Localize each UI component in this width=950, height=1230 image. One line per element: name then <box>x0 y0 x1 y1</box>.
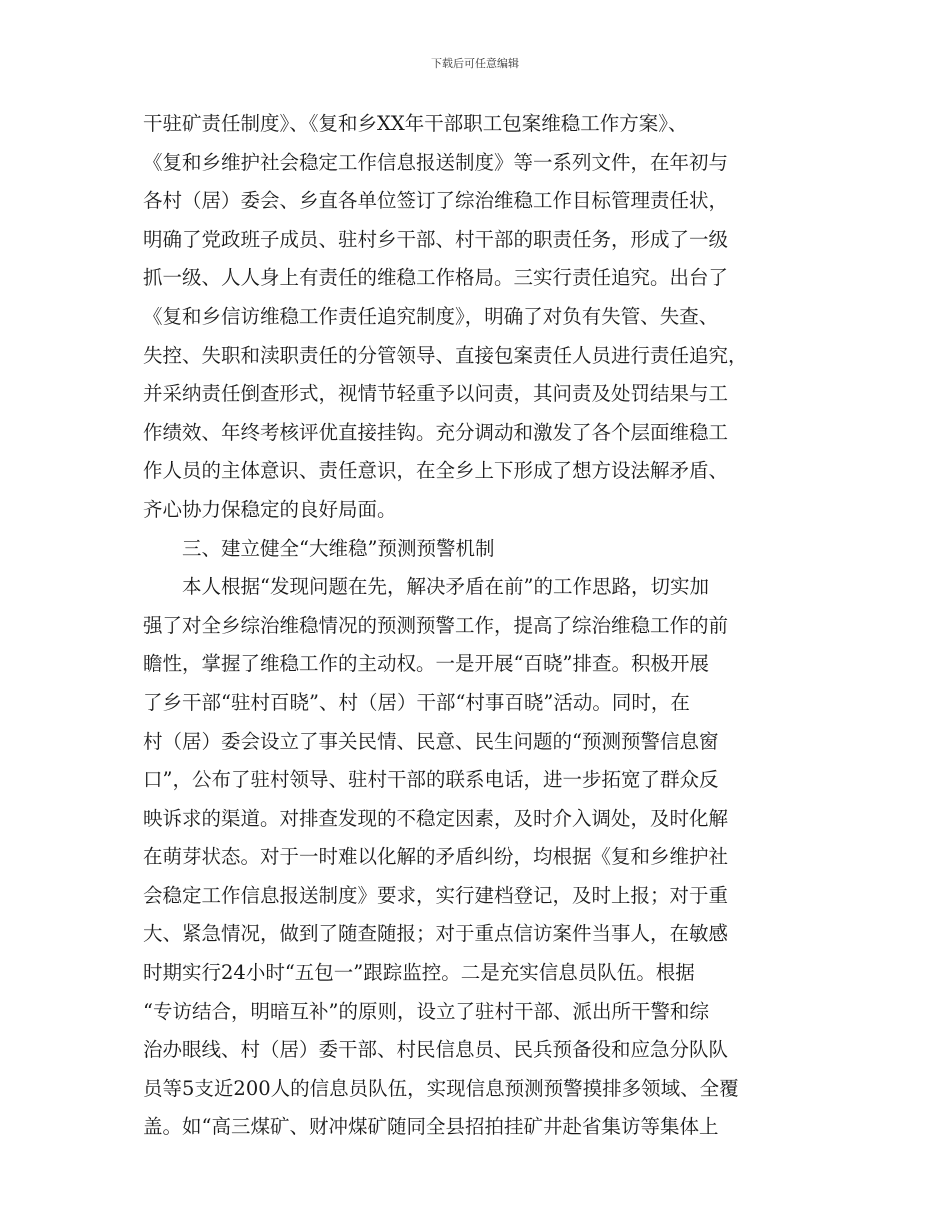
text-line: 《复和乡维护社会稳定工作信息报送制度》等一系列文件，在年初与 <box>143 150 729 174</box>
section-heading: 三、建立健全“大维稳”预测预警机制 <box>182 536 495 560</box>
text-line: 失控、失职和渎职责任的分管领导、直接包案责任人员进行责任追究， <box>143 343 748 367</box>
text-line: 作人员的主体意识、责任意识，在全乡上下形成了想方设法解矛盾、 <box>143 459 729 483</box>
document-body <box>143 105 803 1147</box>
text-line: 了乡干部“驻村百晓”、村（居）干部“村事百晓”活动。同时，在 <box>143 690 690 714</box>
text-line: 员等5支近200人的信息员队伍，实现信息预测预警摸排多领域、全覆 <box>143 1076 739 1100</box>
page-header: 下载后可任意编辑 <box>431 57 519 70</box>
text-line: 盖。如“高三煤矿、财冲煤矿随同全县招拍挂矿井赴省集访等集体上 <box>143 1115 719 1139</box>
text-line: 村（居）委会设立了事关民情、民意、民生问题的“预测预警信息窗 <box>143 729 719 753</box>
text-line: 映诉求的渠道。对排查发现的不稳定因素，及时介入调处，及时化解 <box>143 806 729 830</box>
text-line: 大、紧急情况，做到了随查随报；对于重点信访案件当事人，在敏感 <box>143 922 729 946</box>
text-line: 干驻矿责任制度》、《复和乡XX年干部职工包案维稳工作方案》、 <box>143 112 688 135</box>
text-line: 各村（居）委会、乡直各单位签订了综治维稳工作目标管理责任状， <box>143 189 729 213</box>
text-line: 明确了党政班子成员、驻村乡干部、村干部的职责任务，形成了一级 <box>143 227 729 251</box>
text-line: 并采纳责任倒查形式，视情节轻重予以问责，其问责及处罚结果与工 <box>143 382 729 406</box>
text-line: 瞻性，掌握了维稳工作的主动权。一是开展“百晓”排查。积极开展 <box>143 652 709 676</box>
text-line: 时期实行24小时“五包一”跟踪监控。二是充实信息员队伍。根据 <box>143 961 695 985</box>
text-line: “专访结合，明暗互补”的原则，设立了驻村干部、派出所干警和综 <box>143 999 709 1023</box>
text-line: 强了对全乡综治维稳情况的预测预警工作，提高了综治维稳工作的前 <box>143 613 729 637</box>
text-line: 口”，公布了驻村领导、驻村干部的联系电话，进一步拓宽了群众反 <box>143 768 719 792</box>
text-line: 治办眼线、村（居）委干部、村民信息员、民兵预备役和应急分队队 <box>143 1038 729 1062</box>
text-line: 齐心协力保稳定的良好局面。 <box>143 497 397 521</box>
text-line: 在萌芽状态。对于一时难以化解的矛盾纠纷，均根据《复和乡维护社 <box>143 845 729 869</box>
text-line: 抓一级、人人身上有责任的维稳工作格局。三实行责任追究。出台了 <box>143 266 729 290</box>
text-line: 作绩效、年终考核评优直接挂钩。充分调动和激发了各个层面维稳工 <box>143 420 729 444</box>
text-line: 《复和乡信访维稳工作责任追究制度》，明确了对负有失管、失查、 <box>143 304 719 328</box>
text-line: 本人根据“发现问题在先，解决矛盾在前”的工作思路，切实加 <box>182 575 709 599</box>
text-line: 会稳定工作信息报送制度》要求，实行建档登记，及时上报；对于重 <box>143 883 729 907</box>
